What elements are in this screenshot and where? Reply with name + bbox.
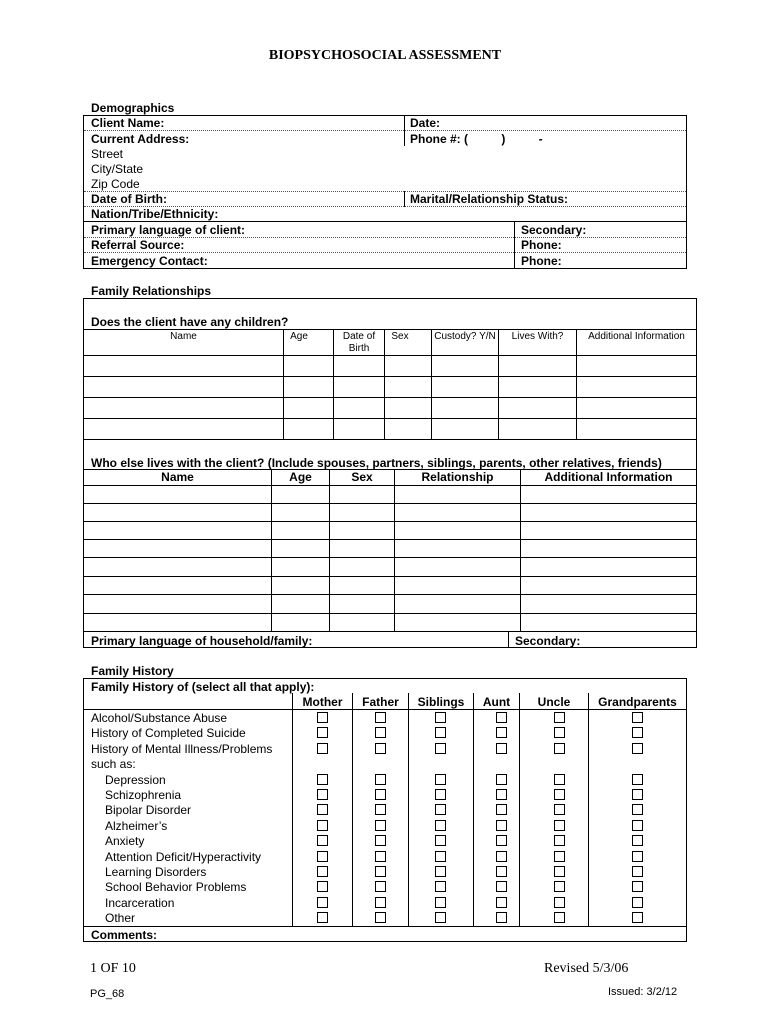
phone-field[interactable]: Phone #: ( ) - bbox=[410, 132, 543, 146]
history-checkbox-aunt[interactable] bbox=[496, 866, 507, 877]
history-checkbox-uncle[interactable] bbox=[554, 727, 565, 738]
city-state-label: City/State bbox=[91, 162, 144, 176]
client-name-field[interactable]: Client Name: bbox=[91, 116, 165, 130]
history-checkbox-father[interactable] bbox=[375, 897, 386, 908]
page-title: BIOPSYCHOSOCIAL ASSESSMENT bbox=[268, 48, 502, 63]
history-checkbox-father[interactable] bbox=[375, 804, 386, 815]
history-checkbox-aunt[interactable] bbox=[496, 881, 507, 892]
household-question: Who else lives with the client? (Include spouses, partners, siblings, parents, other relatives, friends) bbox=[91, 456, 662, 470]
history-row-label: Bipolar Disorder bbox=[105, 803, 192, 818]
history-checkbox-uncle[interactable] bbox=[554, 897, 565, 908]
history-checkbox-grandparents[interactable] bbox=[632, 804, 643, 815]
demographics-heading: Demographics bbox=[91, 101, 175, 115]
street-label: Street bbox=[91, 147, 124, 161]
history-checkbox-father[interactable] bbox=[375, 820, 386, 831]
history-col-aunt: Aunt bbox=[482, 695, 511, 709]
nation-tribe-field[interactable]: Nation/Tribe/Ethnicity: bbox=[91, 207, 219, 221]
history-checkbox-mother[interactable] bbox=[317, 743, 328, 754]
history-checkbox-uncle[interactable] bbox=[554, 835, 565, 846]
history-checkbox-siblings[interactable] bbox=[435, 851, 446, 862]
history-checkbox-siblings[interactable] bbox=[435, 804, 446, 815]
history-checkbox-uncle[interactable] bbox=[554, 712, 565, 723]
emergency-contact-field[interactable]: Emergency Contact: bbox=[91, 254, 208, 268]
history-checkbox-grandparents[interactable] bbox=[632, 912, 643, 923]
history-checkbox-uncle[interactable] bbox=[554, 789, 565, 800]
history-checkbox-grandparents[interactable] bbox=[632, 727, 643, 738]
current-address-field[interactable]: Current Address: bbox=[91, 132, 190, 146]
history-checkbox-father[interactable] bbox=[375, 881, 386, 892]
children-col-sex: Sex bbox=[391, 331, 409, 342]
family-history-subheading: Family History of (select all that apply): bbox=[91, 680, 315, 694]
history-checkbox-grandparents[interactable] bbox=[632, 851, 643, 862]
page-number: 1 OF 10 bbox=[90, 961, 136, 976]
history-checkbox-grandparents[interactable] bbox=[632, 835, 643, 846]
history-checkbox-grandparents[interactable] bbox=[632, 897, 643, 908]
household-language-field[interactable]: Primary language of household/family: bbox=[91, 634, 313, 648]
comments-field[interactable]: Comments: bbox=[91, 928, 158, 942]
history-col-grandparents: Grandparents bbox=[598, 695, 677, 709]
history-checkbox-mother[interactable] bbox=[317, 727, 328, 738]
family-history-heading: Family History bbox=[91, 664, 174, 678]
history-row-label: Anxiety bbox=[105, 834, 145, 849]
history-checkbox-aunt[interactable] bbox=[496, 851, 507, 862]
history-checkbox-siblings[interactable] bbox=[435, 727, 446, 738]
history-checkbox-grandparents[interactable] bbox=[632, 820, 643, 831]
history-checkbox-aunt[interactable] bbox=[496, 712, 507, 723]
history-col-uncle: Uncle bbox=[537, 695, 571, 709]
history-checkbox-siblings[interactable] bbox=[435, 912, 446, 923]
referral-source-field[interactable]: Referral Source: bbox=[91, 238, 185, 252]
household-col-age: Age bbox=[289, 470, 312, 484]
date-field[interactable]: Date: bbox=[410, 116, 441, 130]
history-checkbox-grandparents[interactable] bbox=[632, 881, 643, 892]
history-checkbox-aunt[interactable] bbox=[496, 912, 507, 923]
household-col-sex: Sex bbox=[351, 470, 373, 484]
issued-date: Issued: 3/2/12 bbox=[608, 986, 678, 998]
history-checkbox-uncle[interactable] bbox=[554, 743, 565, 754]
household-col-relationship: Relationship bbox=[421, 470, 494, 484]
history-checkbox-mother[interactable] bbox=[317, 820, 328, 831]
history-row-label: Incarceration bbox=[105, 895, 175, 910]
family-relationships-heading: Family Relationships bbox=[91, 284, 212, 298]
history-checkbox-uncle[interactable] bbox=[554, 774, 565, 785]
history-checkbox-grandparents[interactable] bbox=[632, 712, 643, 723]
household-col-name: Name bbox=[161, 470, 194, 484]
children-col-custody: Custody? Y/N bbox=[434, 331, 496, 342]
revised-date: Revised 5/3/06 bbox=[544, 961, 629, 976]
children-col-lives-with: Lives With? bbox=[511, 331, 564, 342]
history-checkbox-siblings[interactable] bbox=[435, 835, 446, 846]
children-col-dob: Date of Birth bbox=[342, 331, 376, 354]
history-checkbox-siblings[interactable] bbox=[435, 789, 446, 800]
history-checkbox-father[interactable] bbox=[375, 712, 386, 723]
history-checkbox-mother[interactable] bbox=[317, 881, 328, 892]
history-checkbox-siblings[interactable] bbox=[435, 866, 446, 877]
history-col-siblings: Siblings bbox=[417, 695, 465, 709]
history-row-label: Depression bbox=[105, 772, 166, 787]
history-checkbox-grandparents[interactable] bbox=[632, 789, 643, 800]
history-checkbox-grandparents[interactable] bbox=[632, 774, 643, 785]
history-checkbox-aunt[interactable] bbox=[496, 820, 507, 831]
history-checkbox-uncle[interactable] bbox=[554, 851, 565, 862]
history-row-label: Learning Disorders bbox=[105, 865, 207, 879]
history-checkbox-mother[interactable] bbox=[317, 866, 328, 877]
history-checkbox-mother[interactable] bbox=[317, 835, 328, 846]
zip-label: Zip Code bbox=[91, 177, 140, 191]
history-checkbox-father[interactable] bbox=[375, 835, 386, 846]
history-checkbox-father[interactable] bbox=[375, 727, 386, 738]
history-checkbox-siblings[interactable] bbox=[435, 881, 446, 892]
history-checkbox-aunt[interactable] bbox=[496, 743, 507, 754]
history-row-label: School Behavior Problems bbox=[105, 880, 247, 895]
history-row-label: History of Mental Illness/Problems bbox=[91, 741, 273, 756]
history-row-label: Attention Deficit/Hyperactivity bbox=[105, 849, 262, 864]
marital-status-field[interactable]: Marital/Relationship Status: bbox=[410, 192, 569, 206]
primary-language-field[interactable]: Primary language of client: bbox=[91, 223, 246, 237]
history-checkbox-aunt[interactable] bbox=[496, 727, 507, 738]
history-checkbox-uncle[interactable] bbox=[554, 804, 565, 815]
history-checkbox-siblings[interactable] bbox=[435, 774, 446, 785]
history-checkbox-aunt[interactable] bbox=[496, 897, 507, 908]
history-checkbox-mother[interactable] bbox=[317, 774, 328, 785]
history-checkbox-uncle[interactable] bbox=[554, 912, 565, 923]
history-row-label: Schizophrenia bbox=[105, 788, 182, 802]
children-question: Does the client have any children? bbox=[91, 315, 289, 329]
history-checkbox-grandparents[interactable] bbox=[632, 866, 643, 877]
children-col-name: Name bbox=[170, 331, 197, 342]
history-checkbox-siblings[interactable] bbox=[435, 820, 446, 831]
secondary-language-field[interactable]: Secondary: bbox=[521, 223, 587, 237]
history-checkbox-aunt[interactable] bbox=[496, 789, 507, 800]
emergency-phone-field[interactable]: Phone: bbox=[521, 254, 562, 268]
children-col-age: Age bbox=[290, 331, 308, 342]
history-checkbox-uncle[interactable] bbox=[554, 881, 565, 892]
history-checkbox-mother[interactable] bbox=[317, 912, 328, 923]
history-checkbox-mother[interactable] bbox=[317, 712, 328, 723]
form-code: PG_68 bbox=[90, 988, 125, 1000]
history-checkbox-mother[interactable] bbox=[317, 804, 328, 815]
history-checkbox-aunt[interactable] bbox=[496, 835, 507, 846]
history-checkbox-father[interactable] bbox=[375, 866, 386, 877]
history-checkbox-uncle[interactable] bbox=[554, 820, 565, 831]
history-checkbox-father[interactable] bbox=[375, 912, 386, 923]
history-checkbox-father[interactable] bbox=[375, 743, 386, 754]
history-col-father: Father bbox=[362, 695, 399, 709]
history-checkbox-siblings[interactable] bbox=[435, 712, 446, 723]
dob-field[interactable]: Date of Birth: bbox=[91, 192, 167, 206]
history-row-label: Other bbox=[105, 911, 136, 926]
history-row-label: such as: bbox=[91, 757, 136, 772]
history-row-label: Alzheimer’s bbox=[105, 818, 168, 833]
history-checkbox-mother[interactable] bbox=[317, 789, 328, 800]
referral-phone-field[interactable]: Phone: bbox=[521, 238, 562, 252]
history-checkbox-father[interactable] bbox=[375, 774, 386, 785]
history-row-label: Alcohol/Substance Abuse bbox=[91, 711, 228, 725]
history-row-label: History of Completed Suicide bbox=[91, 726, 246, 741]
history-checkbox-aunt[interactable] bbox=[496, 774, 507, 785]
history-checkbox-uncle[interactable] bbox=[554, 866, 565, 877]
history-checkbox-aunt[interactable] bbox=[496, 804, 507, 815]
children-col-additional: Additional Information bbox=[588, 331, 685, 342]
household-col-additional: Additional Information bbox=[544, 470, 673, 484]
history-col-mother: Mother bbox=[302, 695, 343, 709]
history-checkbox-siblings[interactable] bbox=[435, 743, 446, 754]
household-secondary-field[interactable]: Secondary: bbox=[515, 634, 581, 648]
history-checkbox-mother[interactable] bbox=[317, 851, 328, 862]
history-checkbox-father[interactable] bbox=[375, 851, 386, 862]
history-checkbox-father[interactable] bbox=[375, 789, 386, 800]
history-checkbox-mother[interactable] bbox=[317, 897, 328, 908]
history-checkbox-grandparents[interactable] bbox=[632, 743, 643, 754]
history-checkbox-siblings[interactable] bbox=[435, 897, 446, 908]
